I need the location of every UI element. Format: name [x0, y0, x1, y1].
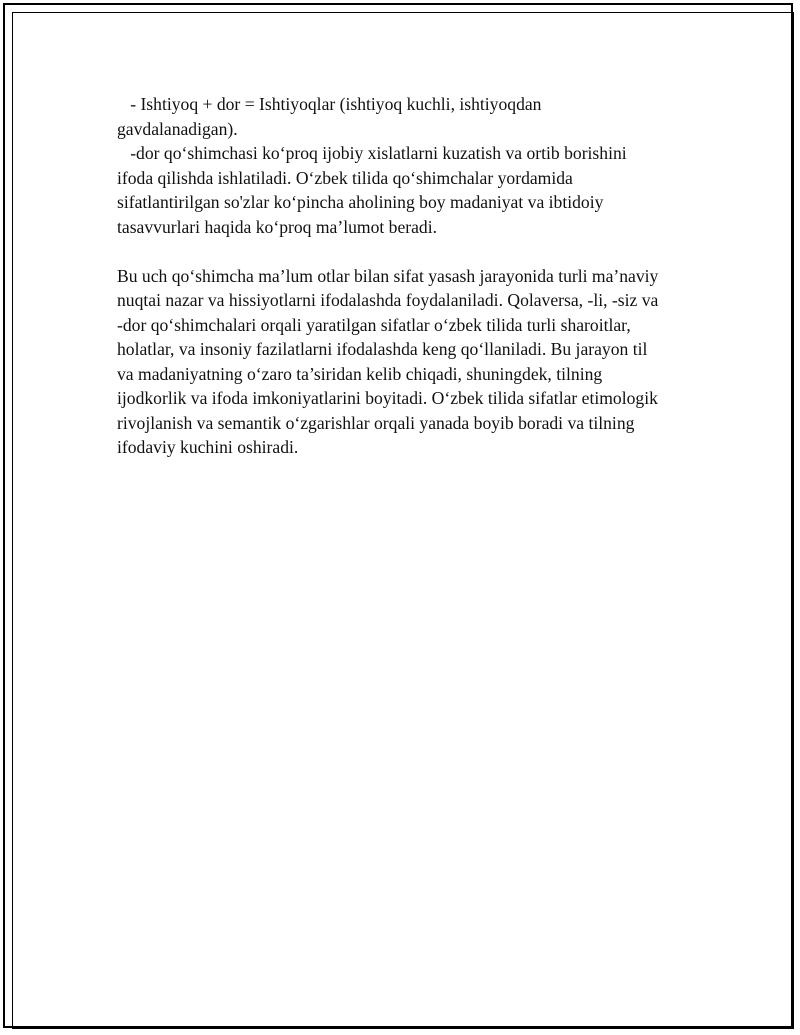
document-body: [117, 92, 707, 460]
text-line: - Ishtiyoq + dor = Ishtiyoqlar (ishtiyoq kuchli, ishtiyoqdan: [117, 94, 542, 114]
text-line: -dor qo‘shimchalari orqali yaratilgan sifatlar o‘zbek tilida turli sharoitlar,: [117, 314, 631, 335]
text-line: ifoda qilishda ishlatiladi. O‘zbek tilida qo‘shimchalar yordamida: [117, 167, 573, 188]
text-line: ijodkorlik va ifoda imkoniyatlarini boyitadi. O‘zbek tilida sifatlar etimologik: [117, 388, 658, 408]
text-line: ifodaviy kuchini oshiradi.: [117, 437, 299, 457]
text-line: holatlar, va insoniy fazilatlarni ifodalashda keng qo‘llaniladi. Bu jarayon til: [117, 339, 648, 359]
text-line: va madaniyatning o‘zaro ta’siridan kelib chiqadi, shuningdek, tilning: [117, 363, 603, 384]
paragraph-gap: [117, 239, 707, 264]
text-line: -dor qo‘shimchasi ko‘proq ijobiy xislatlarni kuzatish va ortib borishini: [117, 143, 627, 163]
text-line: Bu uch qo‘shimcha ma’lum otlar bilan sifat yasash jarayonida turli ma’naviy: [117, 265, 659, 286]
text-line: tasavvurlari haqida ko‘proq ma’lumot beradi.: [117, 216, 438, 237]
paragraph-2: [117, 264, 707, 460]
paragraph-1: [117, 92, 707, 239]
text-line: nuqtai nazar va hissiyotlarni ifodalashda foydalaniladi. Qolaversa, -li, -siz va: [117, 290, 659, 310]
text-line: gavdalanadigan).: [117, 118, 238, 139]
text-line: sifatlantirilgan so'zlar ko‘pincha aholining boy madaniyat va ibtidoiy: [117, 192, 604, 212]
text-line: rivojlanish va semantik o‘zgarishlar orqali yanada boyib boradi va tilning: [117, 412, 635, 433]
